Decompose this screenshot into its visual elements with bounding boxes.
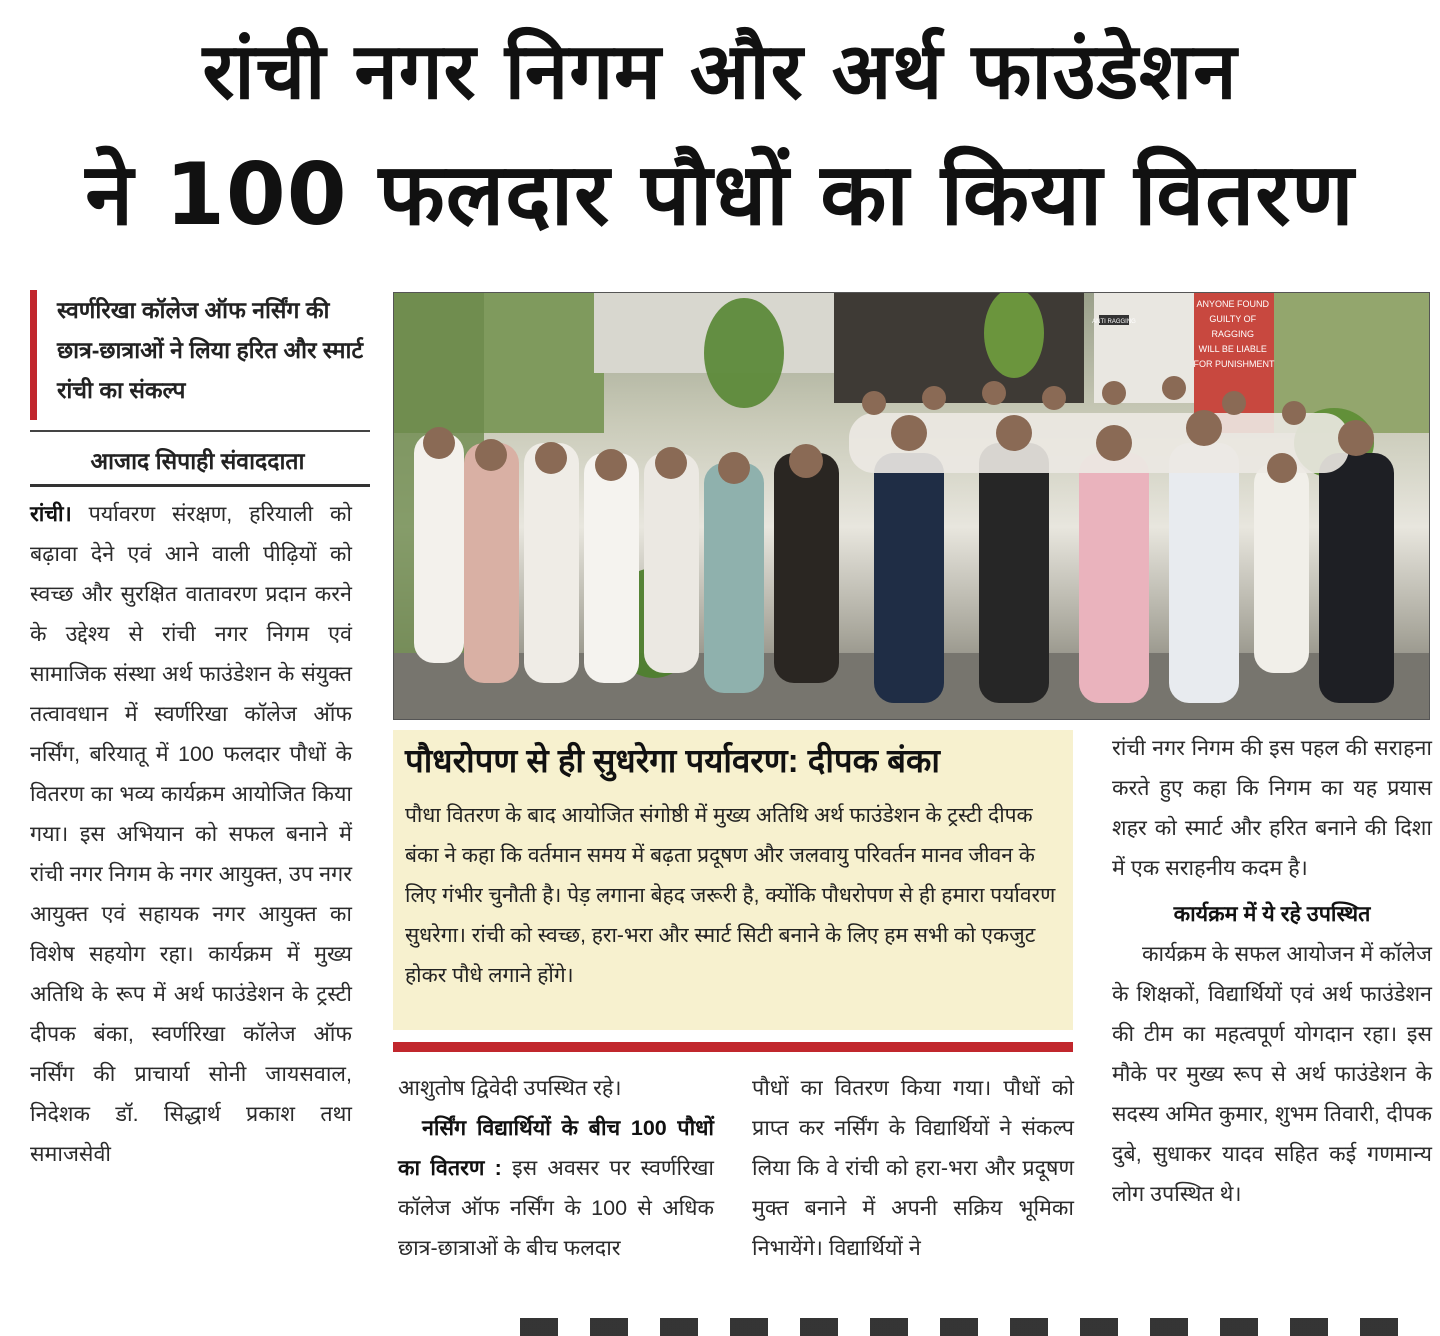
column-2-text: इस अवसर पर स्वर्णरिखा कॉलेज ऑफ नर्सिंग के 100 से अधिक छात्र-छात्राओं के बीच फलदार [398, 1156, 714, 1260]
column-4-text: रांची नगर निगम की इस पहल की सराहना करते हुए कहा कि निगम का यह प्रयास शहर को स्मार्ट और हरित बनाने की दिशा में एक सराहनीय कदम है। [1112, 736, 1432, 880]
byline: आजाद सिपाही संवाददाता [90, 448, 305, 474]
quote-text: पौधा वितरण के बाद आयोजित संगोष्ठी में मुख्य अतिथि अर्थ फाउंडेशन के ट्रस्टी दीपक बंका ने कहा कि वर्तमान समय में बढ़ता प्रदूषण और जलवायु परिवर्तन मानव जीवन के लिए गंभीर चुनौती है। पेड़ लगाना बेहद जरूरी है, क्योंकि पौधरोपण से ही हमारा पर्यावरण सुधरेगा। रांची को स्वच्छ, हरा-भरा और स्मार्ट सिटी बनाने के लिए हम सभी को एकजुट होकर पौधे लगाने होंगे। [405, 804, 1056, 987]
headline-line-1: रांची नगर निगम और अर्थ फाउंडेशन [202, 27, 1238, 117]
dateline: रांची। [30, 502, 72, 526]
headline-line-2: ने 100 फलदार पौधों का किया वितरण [85, 145, 1355, 245]
quote-title: पौधरोपण से ही सुधरेगा पर्यावरण: दीपक बंका [405, 742, 940, 779]
column-2-lead: नर्सिंग विद्यार्थियों के बीच 100 पौधों का वितरण : [398, 1116, 714, 1180]
event-photo [393, 292, 1430, 720]
next-headline-cutoff [520, 1318, 1420, 1336]
byline-divider [30, 484, 370, 487]
door-label: ANTI RAGGING [1092, 319, 1136, 325]
subheadline-divider [30, 430, 370, 432]
column-4-text-2: कार्यक्रम के सफल आयोजन में कॉलेज के शिक्षकों, विद्यार्थियों एवं अर्थ फाउंडेशन की टीम का महत्वपूर्ण योगदान रहा। इस मौके पर मुख्य रूप से अर्थ फाउंडेशन के सदस्य अमित कुमार, शुभम तिवारी, दीपक दुबे, सुधाकर यादव सहित कई गणमान्य लोग उपस्थित थे। [1112, 942, 1432, 1206]
article-column-2 [398, 1068, 714, 1268]
column-4-subhead: कार्यक्रम में ये रहे उपस्थित [1173, 902, 1371, 926]
article-column-1 [30, 494, 352, 1174]
ragging-sign-text: ANYONE FOUND GUILTY OF RAGGING WILL BE LIABLE FOR PUNISHMENT [1193, 299, 1275, 369]
article-column-4 [1112, 728, 1432, 1214]
red-divider-bar [393, 1042, 1073, 1052]
subheadline: स्वर्णरिखा कॉलेज ऑफ नर्सिंग की छात्र-छात्राओं ने लिया हरित और स्मार्ट रांची का संकल्प [30, 290, 365, 420]
quote-box [393, 730, 1073, 1030]
column-1-text: पर्यावरण संरक्षण, हरियाली को बढ़ावा देने एवं आने वाली पीढ़ियों को स्वच्छ और सुरक्षित वातावरण प्रदान करने के उद्देश्य से रांची नगर निगम एवं सामाजिक संस्था अर्थ फाउंडेशन के संयुक्त तत्वावधान में स्वर्णरिखा कॉलेज ऑफ नर्सिंग, बरियातू में 100 फलदार पौधों के वितरण का भव्य कार्यक्रम आयोजित किया गया। इस अभियान को सफल बनाने में रांची नगर निगम के नगर आयुक्त, उप नगर आयुक्त एवं सहायक नगर आयुक्त का विशेष सहयोग रहा। कार्यक्रम में मुख्य अतिथि के रूप में अर्थ फाउंडेशन के ट्रस्टी दीपक बंका, स्वर्णरिखा कॉलेज ऑफ नर्सिंग की प्राचार्या सोनी जायसवाल, निदेशक डॉ. सिद्धार्थ प्रकाश तथा समाजसेवी [30, 502, 352, 1166]
article-column-3 [752, 1068, 1074, 1268]
column-3-text: पौधों का वितरण किया गया। पौधों को प्राप्त कर नर्सिंग के विद्यार्थियों ने संकल्प लिया कि वे रांची को हरा-भरा और प्रदूषण मुक्त बनाने में अपनी सक्रिय भूमिका निभायेंगे। विद्यार्थियों ने [752, 1076, 1074, 1260]
column-2-continued: आशुतोष द्विवेदी उपस्थित रहे। [398, 1076, 622, 1100]
